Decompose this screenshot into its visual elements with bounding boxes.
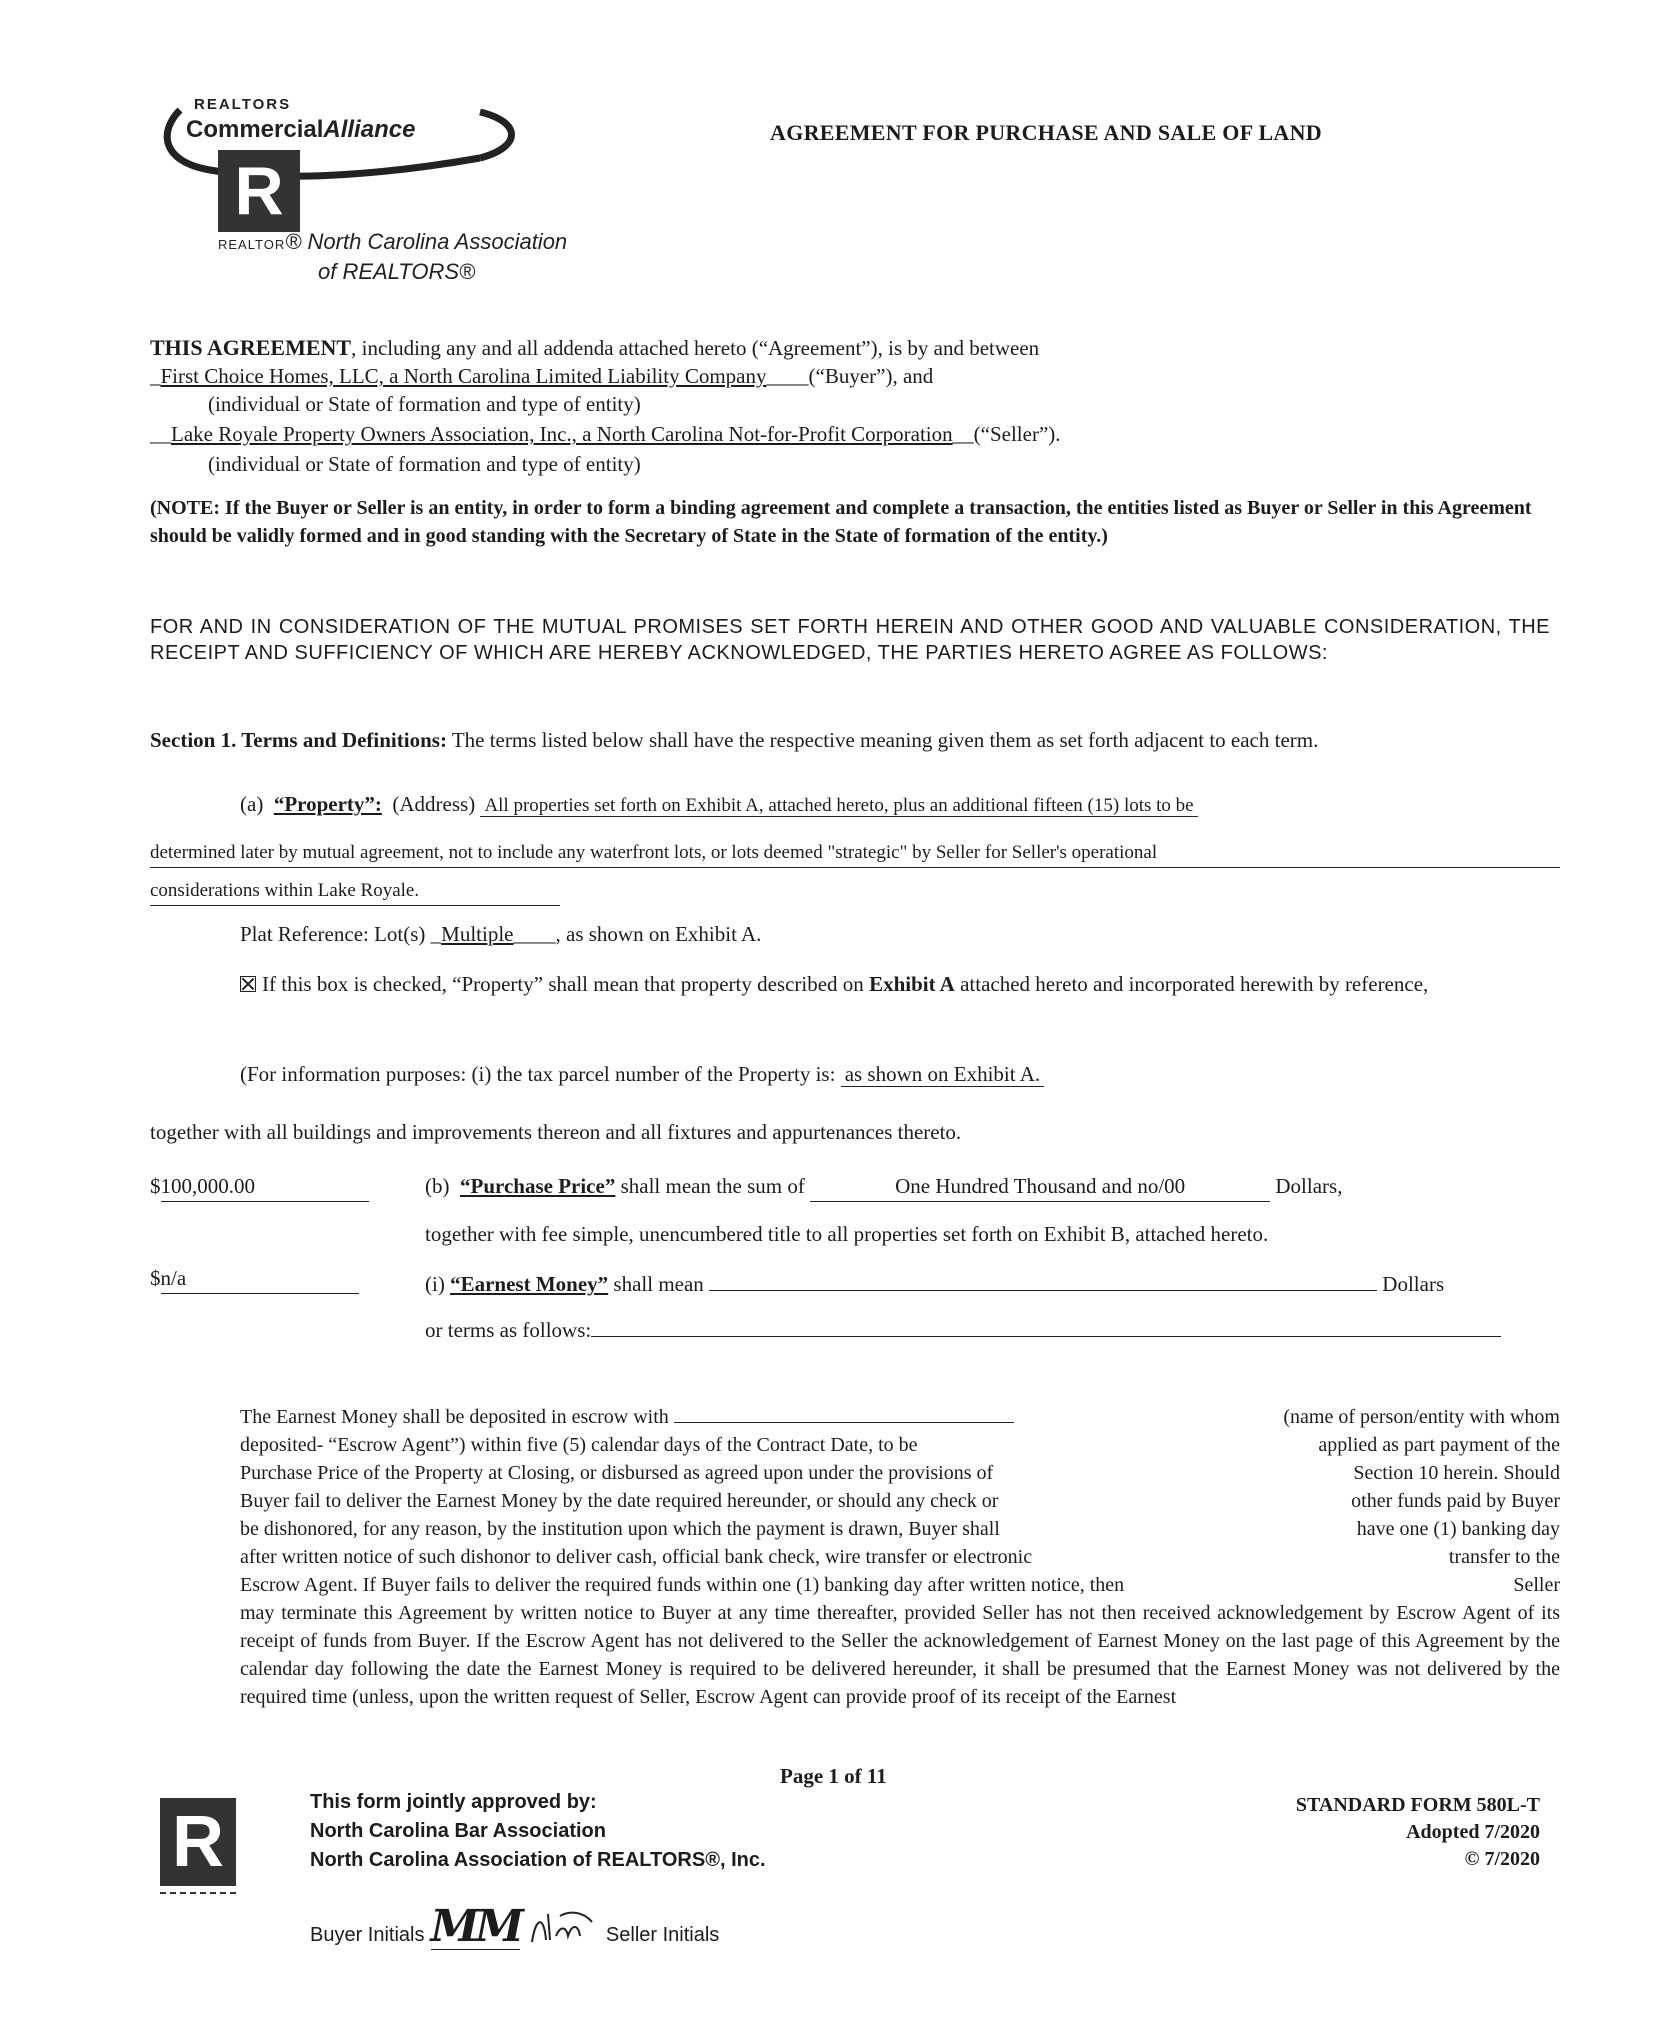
- entity-note: (NOTE: If the Buyer or Seller is an entity, in order to form a binding agreement and complete a transaction, the entities listed as Buyer or Seller in this Agreement should be validly formed and in good standing with the Secretary of State in the State of formation of the entity.): [150, 497, 1532, 547]
- seller-line: __Lake Royale Property Owners Association, Inc., a North Carolina Not-for-Profit Corporation__(“Seller”).: [150, 422, 1061, 446]
- purchase-price-line-2: together with fee simple, unencumbered title to all properties set forth on Exhibit B, attached hereto.: [425, 1222, 1269, 1246]
- escrow-paragraph: The Earnest Money shall be deposited in escrow with (name of person/entity with whom deposited- “Escrow Agent”) within five (5) calendar days of the Contract Date, to be applied as part payment of the Purchase Price of the Property at Closing, or disbursed as agreed upon under the provisions of Section 10 herein. Should Buyer fail to deliver the Earnest Money by the date required hereunder, or should any check or other funds paid by Buyer be dishonored, for any reason, by the institution upon which the payment is drawn, Buyer shall have one (1) banking day after written notice of such dishonor to deliver cash, official bank check, wire transfer or electronic transfer to the Escrow Agent. If Buyer fails to deliver the required funds within one (1) banking day after written notice, then Seller may terminate this Agreement by written notice to Buyer at any time thereafter, provided Seller has not then received acknowledgement by Escrow Agent of its receipt of funds from Buyer. If the Escrow Agent has not delivered to the Seller the acknowledgement of Earnest Money on the last page of this Agreement by the calendar day following the date the Earnest Money is required to be delivered hereunder, it shall be presumed that the Earnest Money was not delivered by the required time (unless, upon the written request of Seller, Escrow Agent can provide proof of its receipt of the Earnest: [240, 1406, 1560, 1708]
- logo-realtors-text: REALTORS: [194, 96, 292, 113]
- escrow-agent-field[interactable]: [674, 1422, 1014, 1423]
- initials-line: Buyer Initials MM Seller Initials: [310, 1901, 720, 1952]
- property-address-field-1[interactable]: All properties set forth on Exhibit A, attached hereto, plus an additional fifteen (15) lots to be: [480, 795, 1197, 817]
- form-number-block: STANDARD FORM 580L-T Adopted 7/2020 © 7/2020: [1295, 1794, 1540, 1870]
- earnest-terms-line: or terms as follows:: [425, 1316, 1501, 1345]
- earnest-amount-line: $n/a: [150, 1264, 359, 1294]
- section-1-intro: Section 1. Terms and Definitions: The terms listed below shall have the respective meaning given them as set forth adjacent to each term.: [150, 728, 1319, 752]
- plat-reference-line: Plat Reference: Lot(s) _Multiple____, as shown on Exhibit A.: [240, 922, 762, 946]
- buyer-initials-signature[interactable]: MM: [430, 1901, 520, 1952]
- property-line-1: (a) “Property”: (Address) All properties set forth on Exhibit A, attached hereto, plus an additional fifteen (15) lots to be: [240, 790, 1580, 820]
- earnest-words-field[interactable]: [709, 1290, 1377, 1291]
- commercial-alliance-logo: [150, 92, 530, 202]
- seller-name-field[interactable]: Lake Royale Property Owners Association, Inc., a North Carolina Not-for-Profit Corporation: [171, 422, 953, 446]
- tax-parcel-line: (For information purposes: (i) the tax parcel number of the Property is: as shown on Exhibit A.: [240, 1060, 1044, 1089]
- purchase-price-words-field[interactable]: One Hundred Thousand and no/00: [895, 1174, 1186, 1198]
- earnest-money-line: (i) “Earnest Money” shall mean Dollars: [425, 1272, 1445, 1296]
- document-title: AGREEMENT FOR PURCHASE AND SALE OF LAND: [770, 120, 1322, 145]
- earnest-amount-field[interactable]: n/a: [160, 1266, 187, 1290]
- entity-note-seller: (individual or State of formation and type of entity): [208, 452, 641, 476]
- purchase-price-amount-line: $100,000.00: [150, 1172, 369, 1202]
- earnest-terms-field[interactable]: [591, 1336, 1501, 1337]
- tax-parcel-field[interactable]: as shown on Exhibit A.: [841, 1062, 1044, 1087]
- logo-commercial-alliance-text: CommercialAlliance: [186, 116, 416, 143]
- approval-block: This form jointly approved by: North Carolina Bar Association North Carolina Association of REALTORS®, Inc.: [310, 1791, 766, 1871]
- purchase-price-line: (b) “Purchase Price” shall mean the sum of One Hundred Thousand and no/00 Dollars,: [425, 1172, 1342, 1202]
- property-address-field-3[interactable]: considerations within Lake Royale.: [150, 876, 560, 906]
- footer-dashes: [160, 1892, 236, 1894]
- realtor-r-icon: R: [218, 150, 300, 232]
- seller-initials-signature-icon[interactable]: [526, 1906, 596, 1950]
- purchase-price-amount-field[interactable]: 100,000.00: [160, 1174, 255, 1198]
- exhibit-checkbox-line: If this box is checked, “Property” shall mean that property described on Exhibit A attached hereto and incorporated herewith by reference,: [240, 970, 1560, 999]
- footer-realtor-r-icon: R: [160, 1798, 236, 1886]
- page-number: Page 1 of 11: [780, 1764, 887, 1788]
- plat-lots-field[interactable]: Multiple: [441, 922, 514, 946]
- buyer-name-field[interactable]: First Choice Homes, LLC, a North Carolina Limited Liability Company: [160, 364, 767, 388]
- property-address-field-2[interactable]: determined later by mutual agreement, not to include any waterfront lots, or lots deemed "strategic" by Seller for Seller's operational: [150, 838, 1560, 868]
- exhibit-a-checkbox[interactable]: [240, 976, 256, 992]
- association-logo-text: REALTOR® North Carolina Association of REALTORS®: [218, 229, 568, 284]
- parties-intro: THIS AGREEMENT, including any and all addenda attached hereto (“Agreement”), is by and between: [150, 335, 1040, 360]
- consideration-clause: FOR AND IN CONSIDERATION OF THE MUTUAL PROMISES SET FORTH HEREIN AND OTHER GOOD AND VALUABLE CONSIDERATION, THE RECEIPT AND SUFFICIENCY OF WHICH ARE HEREBY ACKNOWLEDGED, THE PARTIES HERETO AGREE AS FOLLOWS:: [150, 616, 1550, 664]
- together-clause: together with all buildings and improvements thereon and all fixtures and appurtenances thereto.: [150, 1120, 962, 1144]
- entity-note-buyer: (individual or State of formation and type of entity): [208, 392, 641, 416]
- buyer-line: _First Choice Homes, LLC, a North Carolina Limited Liability Company____(“Buyer”), and: [150, 364, 934, 388]
